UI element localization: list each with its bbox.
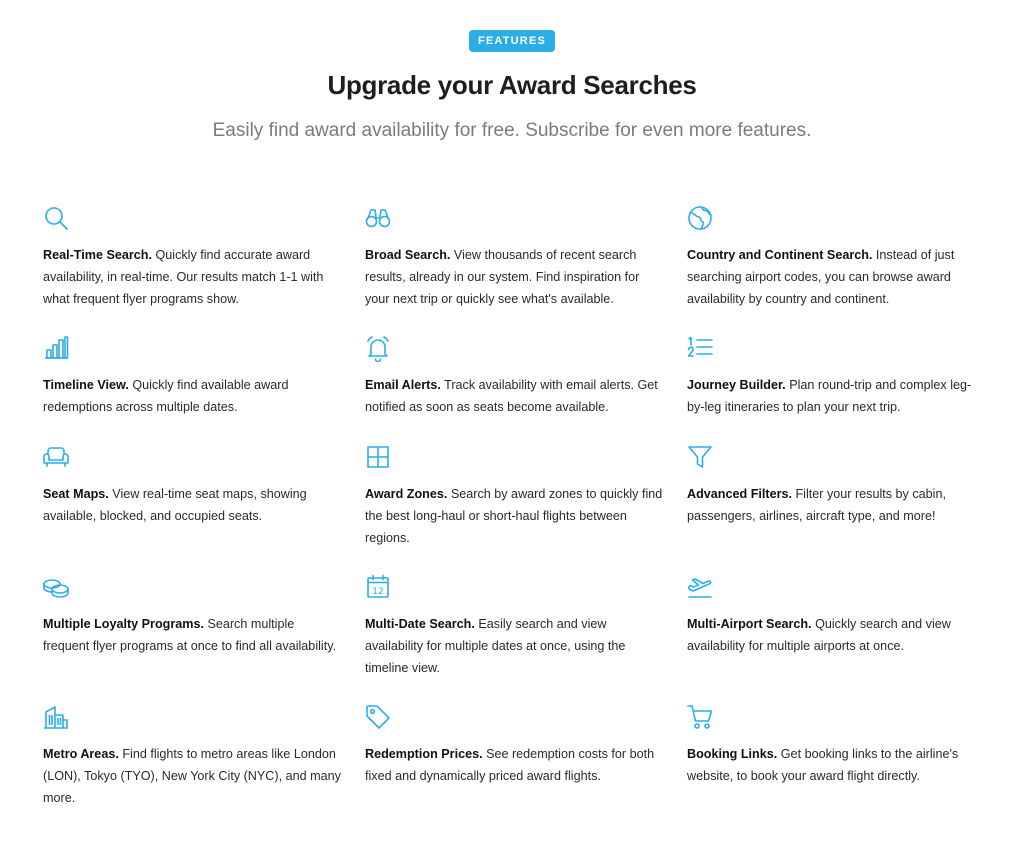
feature-text: View thousands of recent search results, already in our system. Find inspiration for your next trip or quickly see what's available. [365, 248, 640, 306]
feature-booking-links [687, 703, 987, 787]
feature-seat-maps [43, 443, 343, 527]
feature-text: See redemption costs for both fixed and dynamically priced award flights. [365, 747, 655, 783]
section-title: Upgrade your Award Searches [327, 70, 697, 100]
feature-text: Plan round-trip and complex leg-by-leg itineraries to plan your next trip. [687, 378, 972, 414]
feature-text: Track availability with email alerts. Get notified as soon as seats become available. [365, 378, 658, 414]
feature-text: Search multiple frequent flyer programs at once to find all availability. [43, 617, 337, 653]
feature-title: Email Alerts. [365, 378, 441, 392]
feature-text: Quickly find accurate award availability, in real-time. Our results match 1-1 with what frequent flyer programs show. [43, 248, 324, 306]
feature-title: Metro Areas. [43, 747, 119, 761]
feature-title: Broad Search. [365, 248, 451, 262]
feature-title: Multi-Date Search. [365, 617, 475, 631]
feature-title: Multiple Loyalty Programs. [43, 617, 204, 631]
feature-metro-areas [43, 703, 343, 809]
search-icon [42, 204, 70, 232]
calendar-icon [364, 573, 392, 601]
bell-alarm-icon [364, 334, 392, 362]
grid-icon [364, 443, 392, 471]
feature-text: View real-time seat maps, showing available, blocked, and occupied seats. [43, 487, 307, 523]
feature-title: Seat Maps. [43, 487, 109, 501]
numbered-list-icon [686, 334, 714, 362]
coins-icon [42, 573, 70, 601]
feature-text: Find flights to metro areas like London (LON), Tokyo (TYO), New York City (NYC), and many more. [43, 747, 341, 805]
feature-title: Country and Continent Search. [687, 248, 873, 262]
feature-text: Get booking links to the airline's website, to book your award flight directly. [687, 747, 959, 783]
feature-title: Booking Links. [687, 747, 778, 761]
feature-award-zones [365, 443, 665, 549]
feature-timeline-view [43, 334, 343, 418]
feature-text: Instead of just searching airport codes, you can browse award availability by country and continent. [687, 248, 955, 306]
feature-text: Quickly find available award redemptions across multiple dates. [43, 378, 289, 414]
feature-title: Journey Builder. [687, 378, 786, 392]
feature-title: Advanced Filters. [687, 487, 792, 501]
feature-redemption-prices [365, 703, 665, 787]
binoculars-icon [364, 204, 392, 232]
feature-broad-search [365, 204, 665, 310]
feature-text: Quickly search and view availability for multiple airports at once. [687, 617, 951, 653]
feature-multi-date-search [365, 573, 665, 679]
section-subtitle: Easily find award availability for free. Subscribe for even more features. [212, 120, 812, 141]
feature-country-continent-search [687, 204, 987, 310]
feature-multi-airport-search [687, 573, 987, 657]
features-badge: FEATURES [469, 30, 555, 52]
feature-title: Timeline View. [43, 378, 129, 392]
feature-real-time-search [43, 204, 343, 310]
feature-title: Award Zones. [365, 487, 448, 501]
feature-email-alerts [365, 334, 665, 418]
feature-text: Easily search and view availability for multiple dates at once, using the timeline view. [365, 617, 626, 675]
feature-title: Real-Time Search. [43, 248, 152, 262]
feature-title: Multi-Airport Search. [687, 617, 812, 631]
feature-text: Filter your results by cabin, passengers, airlines, aircraft type, and more! [687, 487, 946, 523]
bar-chart-icon [42, 334, 70, 362]
feature-title: Redemption Prices. [365, 747, 483, 761]
filter-icon [686, 443, 714, 471]
feature-multiple-loyalty-programs [43, 573, 343, 657]
feature-text: Search by award zones to quickly find the best long-haul or short-haul flights between regions. [365, 487, 663, 545]
seat-icon [42, 443, 70, 471]
tag-icon [364, 703, 392, 731]
calendar-day-number: 12 [372, 587, 384, 597]
cart-icon [686, 703, 714, 731]
feature-journey-builder [687, 334, 987, 418]
plane-takeoff-icon [686, 573, 714, 601]
globe-icon [686, 204, 714, 232]
buildings-icon [42, 703, 70, 731]
feature-advanced-filters [687, 443, 987, 527]
